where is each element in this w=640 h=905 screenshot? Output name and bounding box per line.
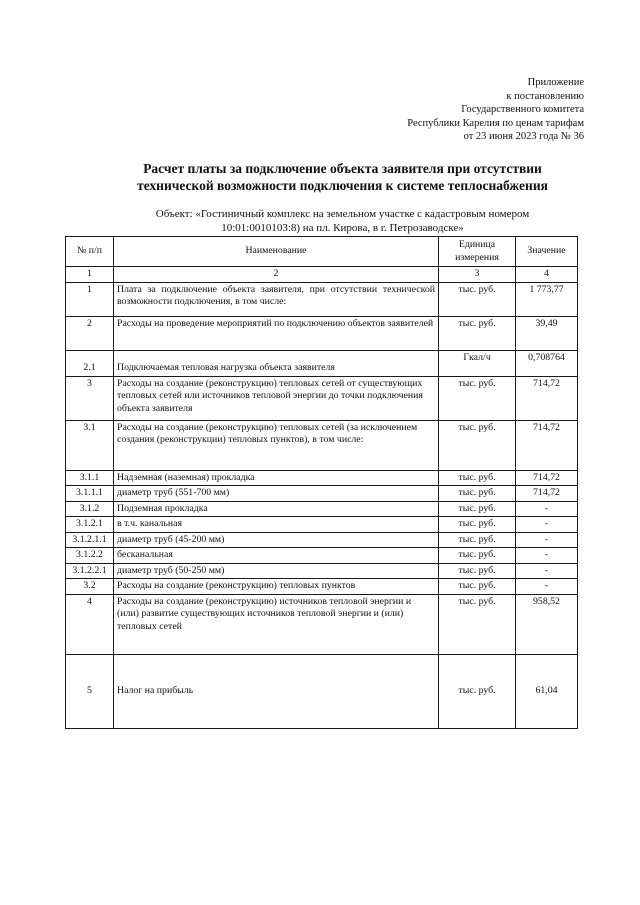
row-unit: тыс. руб.: [439, 594, 516, 654]
row-unit: тыс. руб.: [439, 316, 516, 350]
row-num: 3.1: [66, 420, 114, 470]
table-row: [66, 532, 578, 548]
title-line-1: Расчет платы за подключение объекта заявителя при отсутствии: [143, 161, 542, 176]
row-name: диаметр труб (45-200 мм): [114, 532, 439, 548]
row-name: в т.ч. канальная: [114, 517, 439, 533]
header-value: Значение: [516, 237, 578, 267]
row-unit: тыс. руб.: [439, 517, 516, 533]
row-num: 3.2: [66, 579, 114, 595]
row-num: 3.1.1.1: [66, 486, 114, 502]
row-value: -: [516, 548, 578, 564]
row-num: 3.1.2.1: [66, 517, 114, 533]
index-cell: 3: [439, 267, 516, 283]
table-row: [66, 548, 578, 564]
row-value: -: [516, 579, 578, 595]
row-num: 3.1.2.2: [66, 548, 114, 564]
appendix-line: Государственного комитета: [461, 104, 584, 115]
row-unit: тыс. руб.: [439, 486, 516, 502]
row-name: Подключаемая тепловая нагрузка объекта заявителя: [114, 350, 439, 376]
row-unit: Гкал/ч: [439, 350, 516, 376]
row-name: Расходы на проведение мероприятий по подключению объектов заявителей: [114, 316, 439, 350]
row-name: бесканальная: [114, 548, 439, 564]
row-value: 958,52: [516, 594, 578, 654]
header-num: № п/п: [66, 237, 114, 267]
header-unit: Единица измерения: [439, 237, 516, 267]
row-num: 3: [66, 376, 114, 420]
object-description: [60, 207, 625, 235]
index-row: [66, 267, 578, 283]
table-row: [66, 654, 578, 728]
row-value: -: [516, 532, 578, 548]
row-name: Налог на прибыль: [114, 654, 439, 728]
table-row: [66, 316, 578, 350]
document-title: [60, 160, 625, 194]
row-num: 1: [66, 282, 114, 316]
header-name: Наименование: [114, 237, 439, 267]
index-cell: 2: [114, 267, 439, 283]
row-value: 714,72: [516, 486, 578, 502]
table-row: [66, 579, 578, 595]
appendix-line: к постановлению: [506, 90, 584, 102]
object-line-2: 10:01:0010103:8) на пл. Кирова, в г. Петрозаводске»: [221, 222, 464, 234]
row-value: -: [516, 501, 578, 517]
row-num: 3.1.2.1.1: [66, 532, 114, 548]
row-num: 3.1.1: [66, 470, 114, 486]
row-unit: тыс. руб.: [439, 548, 516, 564]
row-num: 2: [66, 316, 114, 350]
row-value: 714,72: [516, 420, 578, 470]
table-row: [66, 420, 578, 470]
row-value: 714,72: [516, 376, 578, 420]
appendix-line: Приложение: [527, 77, 584, 88]
row-value: -: [516, 563, 578, 579]
row-name: диаметр труб (551-700 мм): [114, 486, 439, 502]
row-unit: тыс. руб.: [439, 532, 516, 548]
appendix-header: [407, 76, 584, 144]
row-name: Плата за подключение объекта заявителя, при отсутствии технической возможности подключения, в том числе:: [114, 282, 439, 316]
row-num: 2.1: [66, 350, 114, 376]
row-num: 3.1.2.2.1: [66, 563, 114, 579]
index-cell: 4: [516, 267, 578, 283]
row-name: Расходы на создание (реконструкцию) тепловых сетей от существующих тепловых сетей или источников тепловой энергии до точки подключения объекта заявителя: [114, 376, 439, 420]
row-unit: тыс. руб.: [439, 501, 516, 517]
row-name: Надземная (наземная) прокладка: [114, 470, 439, 486]
row-value: 39,49: [516, 316, 578, 350]
row-value: -: [516, 517, 578, 533]
header-row: [66, 237, 578, 267]
table-row: [66, 517, 578, 533]
table-row: [66, 350, 578, 376]
row-name: Расходы на создание (реконструкцию) тепловых пунктов: [114, 579, 439, 595]
appendix-line: Республики Карелия по ценам тарифам: [407, 117, 584, 129]
table-row: [66, 501, 578, 517]
row-name: Расходы на создание (реконструкцию) тепловых сетей (за исключением создания (реконструкции) тепловых пунктов), в том числе:: [114, 420, 439, 470]
row-unit: тыс. руб.: [439, 420, 516, 470]
object-line-1: Объект: «Гостиничный комплекс на земельном участке с кадастровым номером: [155, 208, 530, 220]
index-cell: 1: [66, 267, 114, 283]
table-row: [66, 376, 578, 420]
row-unit: тыс. руб.: [439, 376, 516, 420]
row-unit: тыс. руб.: [439, 282, 516, 316]
row-num: 5: [66, 654, 114, 728]
row-value: 1 773,77: [516, 282, 578, 316]
row-num: 3.1.2: [66, 501, 114, 517]
appendix-line: от 23 июня 2023 года № 36: [463, 131, 584, 142]
row-value: 0,708764: [516, 350, 578, 376]
row-name: Расходы на создание (реконструкцию) источников тепловой энергии и (или) развитие существующих источников тепловой энергии и (или) тепловых сетей: [114, 594, 439, 654]
title-line-2: технической возможности подключения к системе теплоснабжения: [137, 178, 548, 193]
calculation-table: [65, 236, 578, 729]
table-row: [66, 282, 578, 316]
row-name: диаметр труб (50-250 мм): [114, 563, 439, 579]
table-row: [66, 594, 578, 654]
table-row: [66, 470, 578, 486]
table-row: [66, 563, 578, 579]
row-unit: тыс. руб.: [439, 470, 516, 486]
row-unit: тыс. руб.: [439, 654, 516, 728]
row-name: Подземная прокладка: [114, 501, 439, 517]
row-num: 4: [66, 594, 114, 654]
row-value: 714,72: [516, 470, 578, 486]
row-unit: тыс. руб.: [439, 579, 516, 595]
table-row: [66, 486, 578, 502]
row-value: 61,04: [516, 654, 578, 728]
row-unit: тыс. руб.: [439, 563, 516, 579]
